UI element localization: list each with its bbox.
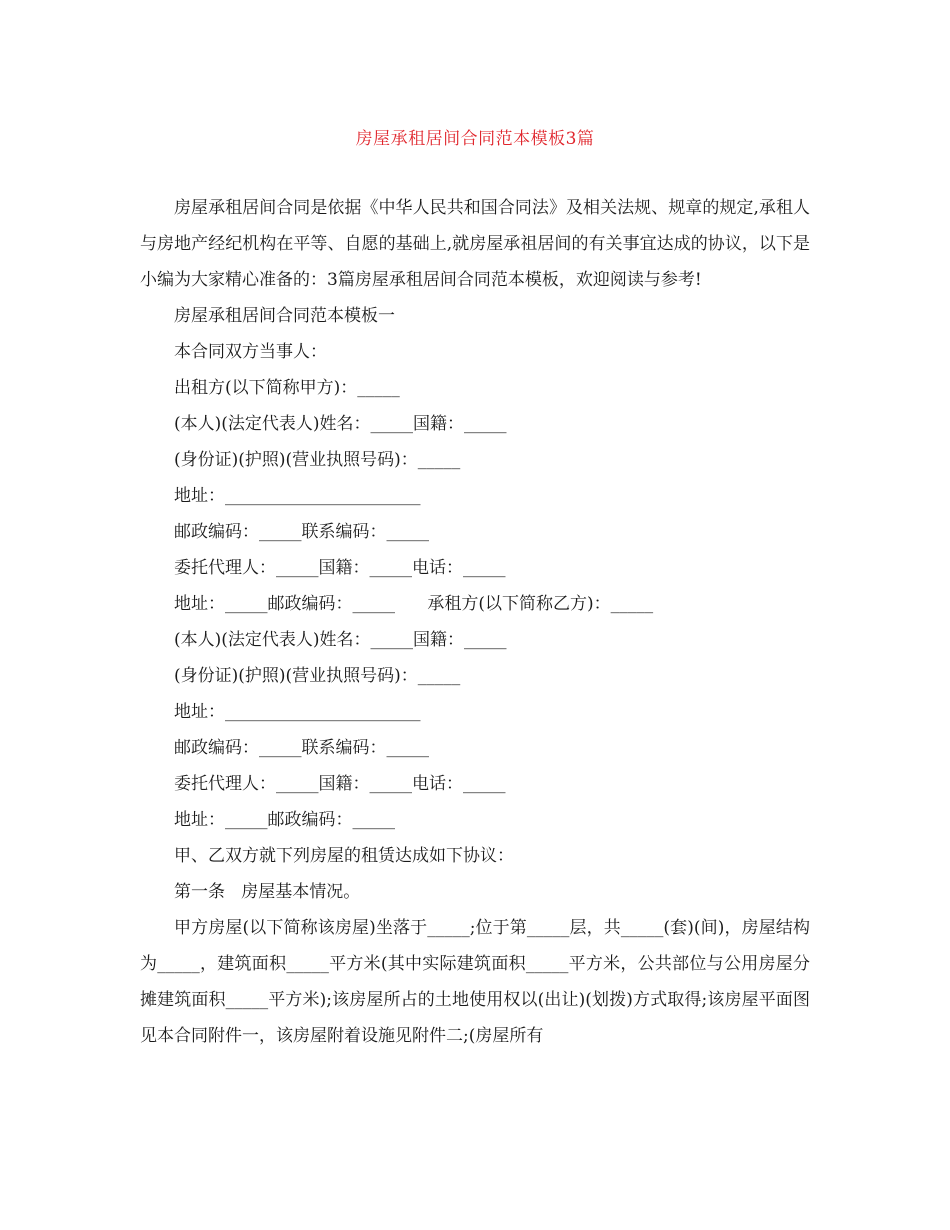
lessee-agent-line: 委托代理人：_____国籍：_____电话：_____ bbox=[174, 774, 506, 794]
lessor-id-line: (身份证)(护照)(营业执照号码)：_____ bbox=[174, 450, 461, 470]
lessor-name-line: (本人)(法定代表人)姓名：_____国籍：_____ bbox=[174, 414, 507, 434]
clause-1-heading: 第一条 房屋基本情况。 bbox=[174, 882, 361, 902]
template-heading: 房屋承租居间合同范本模板一 bbox=[174, 306, 395, 326]
lessee-postcode-line: 邮政编码：_____联系编码：_____ bbox=[174, 738, 429, 758]
lessee-address-line: 地址：_______________________ bbox=[174, 702, 421, 722]
clause-1-paragraph: 甲方房屋(以下简称该房屋)坐落于_____;位于第_____层，共_____(套)(间)，房屋结构为_____，建筑面积_____平方米(其中实际建筑面积_____平方米，公共部位与公用房屋分摊建筑面积_____平方米);该房屋所占的土地使用权以(出让)(划拨)方式取得;该房屋平面图见本合同附件一，该房屋附着设施见附件二;(房屋所有 bbox=[140, 918, 810, 1046]
lessee-name-line: (本人)(法定代表人)姓名：_____国籍：_____ bbox=[174, 630, 507, 650]
lessee-id-line: (身份证)(护照)(营业执照号码)：_____ bbox=[174, 666, 461, 686]
lessor-agent-address-lessee-line: 地址：_____邮政编码：_____ 承租方(以下简称乙方)：_____ bbox=[174, 594, 654, 614]
document-body bbox=[140, 190, 810, 1054]
parties-label: 本合同双方当事人： bbox=[174, 342, 327, 362]
agreement-statement: 甲、乙双方就下列房屋的租赁达成如下协议： bbox=[174, 846, 514, 866]
lessor-address-line: 地址：_______________________ bbox=[174, 486, 421, 506]
document-title: 房屋承租居间合同范本模板3篇 bbox=[355, 129, 595, 149]
intro-paragraph: 房屋承租居间合同是依据《中华人民共和国合同法》及相关法规、规章的规定,承租人与房地产经纪机构在平等、自愿的基础上,就房屋承祖居间的有关事宜达成的协议，以下是小编为大家精心准备的：3篇房屋承租居间合同范本模板，欢迎阅读与参考! bbox=[140, 198, 810, 290]
lessor-line: 出租方(以下简称甲方)：_____ bbox=[174, 378, 400, 398]
lessor-agent-line: 委托代理人：_____国籍：_____电话：_____ bbox=[174, 558, 506, 578]
lessee-agent-address-line: 地址：_____邮政编码：_____ bbox=[174, 810, 395, 830]
lessor-postcode-line: 邮政编码：_____联系编码：_____ bbox=[174, 522, 429, 542]
